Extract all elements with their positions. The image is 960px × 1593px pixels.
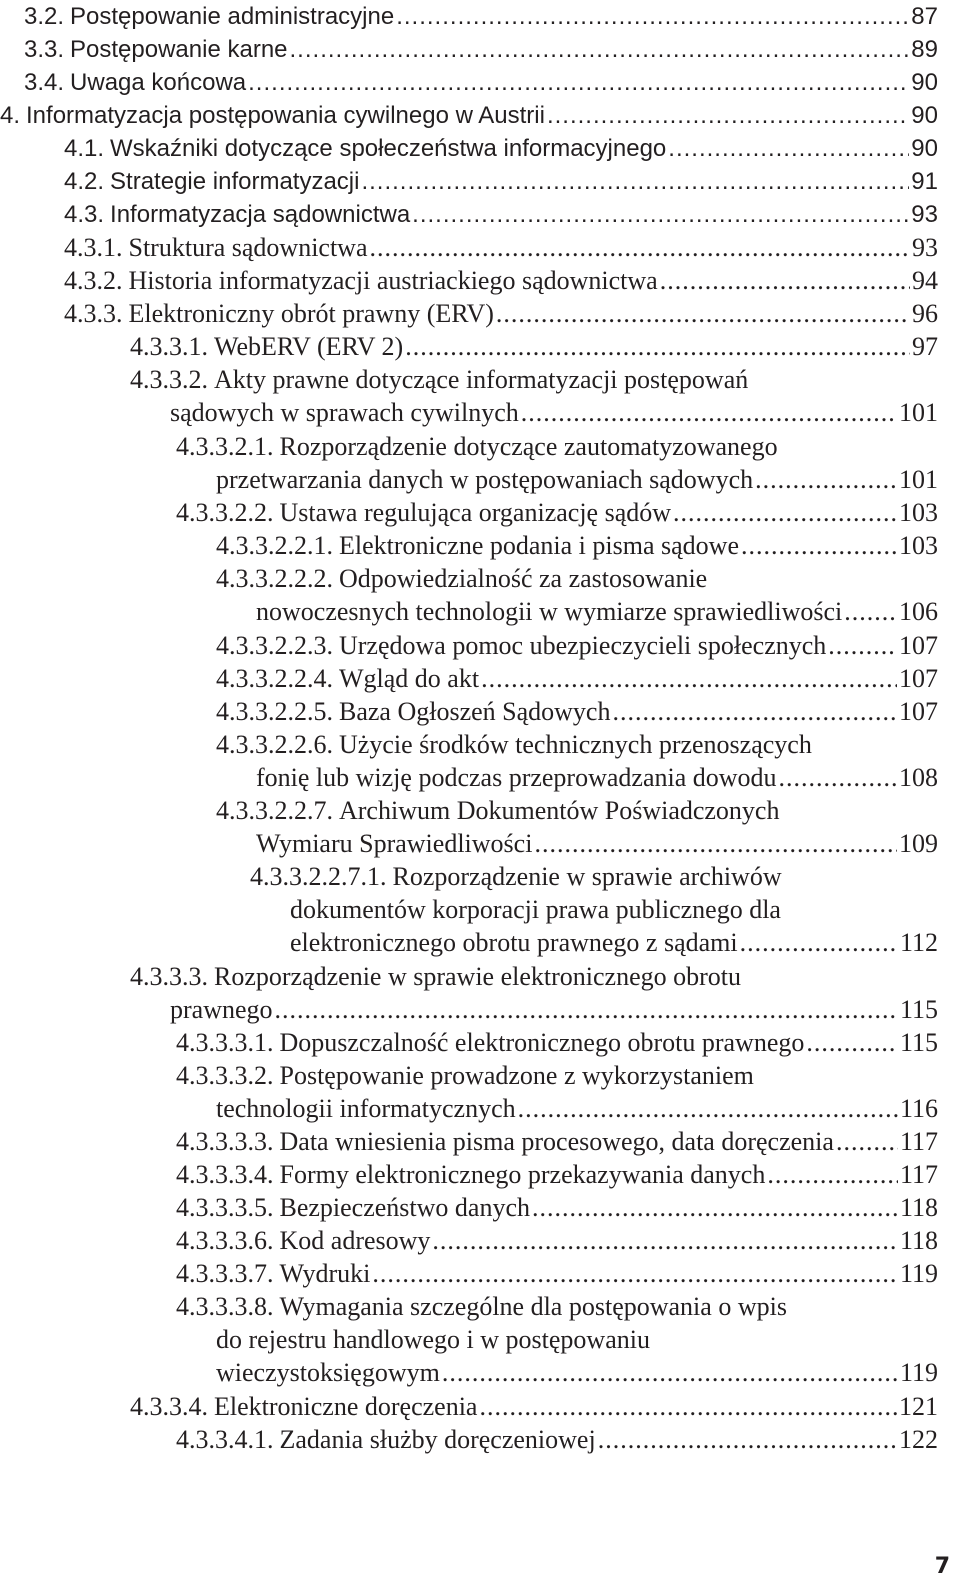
toc-line xyxy=(64,264,938,297)
toc-line xyxy=(24,0,938,33)
dot-leader xyxy=(836,1125,898,1158)
toc-page-number: 108 xyxy=(899,763,938,792)
toc-number: 4.3.3.3.5. xyxy=(176,1193,274,1222)
dot-leader xyxy=(532,1191,898,1224)
dot-leader xyxy=(479,1390,897,1423)
toc-page-number: 101 xyxy=(899,398,938,427)
toc-line xyxy=(250,926,938,959)
dot-leader xyxy=(755,463,897,496)
toc-page-number: 90 xyxy=(911,102,938,129)
toc-entry xyxy=(64,231,938,264)
toc-line xyxy=(64,231,938,264)
toc-entry xyxy=(216,562,938,628)
toc-entry xyxy=(24,33,938,66)
toc-number: 4.3.3.2.2.6. xyxy=(216,730,333,759)
toc-line xyxy=(176,1257,938,1290)
toc-line xyxy=(216,562,938,595)
toc-page-number: 119 xyxy=(899,1358,938,1387)
toc-page-number: 118 xyxy=(899,1193,938,1222)
toc-title: Zadania służby doręczeniowej xyxy=(279,1425,596,1454)
toc-number: 4.3.3.3.3. xyxy=(176,1127,274,1156)
toc-title: nowoczesnych technologii w wymiarze sprawiedliwości xyxy=(256,597,843,626)
toc-title: Postępowanie karne xyxy=(70,36,288,63)
toc-title: Użycie środków technicznych przenoszących xyxy=(339,730,812,759)
toc-number: 4.3.3.3.4. xyxy=(176,1160,274,1189)
toc-number: 4.3.3.3.1. xyxy=(176,1028,274,1057)
toc-page-number: 122 xyxy=(899,1425,938,1454)
toc-line xyxy=(216,695,938,728)
toc-title: Data wniesienia pisma procesowego, data doręczenia xyxy=(279,1127,834,1156)
toc-page-number: 91 xyxy=(911,168,938,195)
toc-page-number: 94 xyxy=(912,266,938,295)
dot-leader xyxy=(598,1423,897,1456)
toc-number: 4.3.3. xyxy=(64,299,123,328)
toc-number: 3.3. xyxy=(24,36,65,63)
toc-entry xyxy=(176,1257,938,1290)
toc-title: Rozporządzenie w sprawie elektronicznego obrotu xyxy=(214,962,742,991)
toc-line xyxy=(64,297,938,330)
dot-leader xyxy=(612,695,897,728)
toc-number: 3.2. xyxy=(24,3,65,30)
toc-page-number: 93 xyxy=(911,201,938,228)
toc-page-number: 107 xyxy=(899,697,938,726)
toc-page-number: 90 xyxy=(911,135,938,162)
toc-title: Archiwum Dokumentów Poświadczonych xyxy=(339,796,780,825)
toc-title: Informatyzacja sądownictwa xyxy=(110,201,411,228)
dot-leader xyxy=(767,1158,898,1191)
toc-line xyxy=(216,827,938,860)
toc-page-number: 117 xyxy=(899,1160,938,1189)
toc-number: 4.3.3.3. xyxy=(130,962,208,991)
toc-line xyxy=(176,1290,938,1323)
toc-number: 4.3.2. xyxy=(64,266,123,295)
toc-entry xyxy=(216,629,938,662)
dot-leader xyxy=(275,993,898,1026)
toc-line xyxy=(216,761,938,794)
toc-entry xyxy=(176,1191,938,1224)
toc-entry xyxy=(176,1026,938,1059)
toc-line xyxy=(176,1323,938,1356)
toc-title: Odpowiedzialność za zastosowanie xyxy=(339,564,708,593)
toc-entry xyxy=(176,1059,938,1125)
toc-entry xyxy=(216,794,938,860)
toc-title: Akty prawne dotyczące informatyzacji postępowań xyxy=(214,365,749,394)
dot-leader xyxy=(660,264,910,297)
toc-line xyxy=(216,529,938,562)
toc-entry xyxy=(64,132,938,165)
toc-line xyxy=(64,132,938,165)
toc-page-number: 107 xyxy=(899,631,938,660)
toc-line xyxy=(176,1158,938,1191)
dot-leader xyxy=(547,99,909,132)
toc-number: 4.3.3.2.2.2. xyxy=(216,564,333,593)
toc-number: 4.3.3.3.7. xyxy=(176,1259,274,1288)
toc-title: Wskaźniki dotyczące społeczeństwa informacyjnego xyxy=(110,135,667,162)
dot-leader xyxy=(673,496,897,529)
dot-leader xyxy=(361,165,909,198)
dot-leader xyxy=(518,1092,898,1125)
toc-page-number: 119 xyxy=(899,1259,938,1288)
toc-entry xyxy=(0,99,938,132)
toc-title: Wymagania szczególne dla postępowania o wpis xyxy=(279,1292,787,1321)
toc-title: Formy elektronicznego przekazywania danych xyxy=(279,1160,766,1189)
toc-line xyxy=(216,728,938,761)
toc-entry xyxy=(176,496,938,529)
dot-leader xyxy=(290,33,910,66)
toc-line xyxy=(64,165,938,198)
toc-line xyxy=(24,66,938,99)
toc-number: 4. xyxy=(0,102,21,129)
toc-number: 4.3.3.1. xyxy=(130,332,208,361)
dot-leader xyxy=(496,297,910,330)
toc-line xyxy=(216,794,938,827)
toc-page-number: 115 xyxy=(899,995,938,1024)
toc-page-number: 115 xyxy=(899,1028,938,1057)
dot-leader xyxy=(741,529,897,562)
toc-line xyxy=(64,198,938,231)
toc-title: Dopuszczalność elektronicznego obrotu prawnego xyxy=(279,1028,805,1057)
toc-number: 4.3.3.3.6. xyxy=(176,1226,274,1255)
toc-entry xyxy=(64,165,938,198)
toc-page-number: 106 xyxy=(899,597,938,626)
toc-page-number: 103 xyxy=(899,498,938,527)
page-number: 7 xyxy=(934,1554,950,1579)
toc-page-number: 97 xyxy=(912,332,938,361)
toc-title: prawnego xyxy=(170,995,273,1024)
toc-line xyxy=(216,662,938,695)
toc-number: 4.3.3.2. xyxy=(130,365,208,394)
toc-number: 4.3.3.2.2.7.1. xyxy=(250,862,387,891)
dot-leader xyxy=(534,827,897,860)
toc-entry xyxy=(64,297,938,330)
toc-title: Postępowanie administracyjne xyxy=(70,3,395,30)
dot-leader xyxy=(432,1224,898,1257)
toc-title: Baza Ogłoszeń Sądowych xyxy=(339,697,611,726)
toc-line xyxy=(130,396,938,429)
toc-line xyxy=(176,1224,938,1257)
dot-leader xyxy=(248,66,909,99)
toc-title: Ustawa regulująca organizację sądów xyxy=(279,498,672,527)
toc-page-number: 117 xyxy=(899,1127,938,1156)
toc-number: 4.3.3.2.2.3. xyxy=(216,631,333,660)
toc-page-number: 87 xyxy=(911,3,938,30)
dot-leader xyxy=(844,595,897,628)
toc-number: 4.3.3.4.1. xyxy=(176,1425,274,1454)
dot-leader xyxy=(372,1257,898,1290)
toc-title: elektronicznego obrotu prawnego z sądami xyxy=(290,928,738,957)
toc-page-number: 89 xyxy=(911,36,938,63)
dot-leader xyxy=(405,330,910,363)
toc-number: 4.3.3.2.2.1. xyxy=(216,531,333,560)
toc-title: WebERV (ERV 2) xyxy=(214,332,404,361)
toc-title: sądowych w sprawach cywilnych xyxy=(170,398,519,427)
dot-leader xyxy=(668,132,909,165)
toc-entry xyxy=(130,960,938,1026)
toc-number: 4.2. xyxy=(64,168,105,195)
toc-line xyxy=(24,33,938,66)
dot-leader xyxy=(828,629,897,662)
toc-title: Wymiaru Sprawiedliwości xyxy=(256,829,533,858)
toc-entry xyxy=(216,695,938,728)
toc-line xyxy=(176,1125,938,1158)
toc-title: Wgląd do akt xyxy=(339,664,480,693)
toc-title: Strategie informatyzacji xyxy=(110,168,360,195)
dot-leader xyxy=(370,231,910,264)
dot-leader xyxy=(521,396,897,429)
toc-page-number: 103 xyxy=(899,531,938,560)
toc-line xyxy=(130,960,938,993)
toc-number: 4.3.3.2.2.4. xyxy=(216,664,333,693)
toc-page-number: 90 xyxy=(911,69,938,96)
toc-entry xyxy=(216,662,938,695)
toc-title: Elektroniczny obrót prawny (ERV) xyxy=(128,299,494,328)
toc-line xyxy=(176,463,938,496)
toc-title: dokumentów korporacji prawa publicznego dla xyxy=(290,895,781,924)
toc-title: przetwarzania danych w postępowaniach sądowych xyxy=(216,465,754,494)
toc-title: fonię lub wizję podczas przeprowadzania dowodu xyxy=(256,763,777,792)
toc-title: Postępowanie prowadzone z wykorzystaniem xyxy=(279,1061,754,1090)
toc-title: wieczystoksięgowym xyxy=(216,1358,440,1387)
toc-title: Kod adresowy xyxy=(279,1226,431,1255)
toc-page-number: 96 xyxy=(912,299,938,328)
toc-entry xyxy=(216,529,938,562)
toc-title: Struktura sądownictwa xyxy=(128,233,368,262)
toc-page-number: 112 xyxy=(899,928,938,957)
toc-line xyxy=(130,363,938,396)
toc-entry xyxy=(176,1125,938,1158)
toc-title: Historia informatyzacji austriackiego sądownictwa xyxy=(128,266,658,295)
toc-title: Elektroniczne podania i pisma sądowe xyxy=(339,531,739,560)
toc-title: technologii informatycznych xyxy=(216,1094,516,1123)
toc-line xyxy=(176,430,938,463)
dot-leader xyxy=(412,198,909,231)
toc-entry xyxy=(176,430,938,496)
toc-page-number: 116 xyxy=(899,1094,938,1123)
toc-number: 3.4. xyxy=(24,69,65,96)
toc-title: Elektroniczne doręczenia xyxy=(214,1392,478,1421)
toc-line xyxy=(216,629,938,662)
toc-entry xyxy=(176,1158,938,1191)
toc-line xyxy=(176,1423,938,1456)
toc-page-number: 121 xyxy=(899,1392,938,1421)
toc-page-number: 109 xyxy=(899,829,938,858)
toc-number: 4.3.3.2.2.7. xyxy=(216,796,333,825)
toc-number: 4.3.3.3.8. xyxy=(176,1292,274,1321)
toc-line xyxy=(250,893,938,926)
toc-entry xyxy=(176,1423,938,1456)
toc-number: 4.3. xyxy=(64,201,105,228)
toc-title: Informatyzacja postępowania cywilnego w Austrii xyxy=(26,102,545,129)
toc-line xyxy=(250,860,938,893)
toc-page-number: 101 xyxy=(899,465,938,494)
dot-leader xyxy=(740,926,898,959)
toc-title: Urzędowa pomoc ubezpieczycieli społecznych xyxy=(339,631,827,660)
toc-line xyxy=(176,1026,938,1059)
toc-line xyxy=(130,993,938,1026)
toc-entry xyxy=(130,1390,938,1423)
toc-entry xyxy=(130,363,938,429)
dot-leader xyxy=(806,1026,898,1059)
toc-number: 4.3.3.2.1. xyxy=(176,432,274,461)
toc-entry xyxy=(64,198,938,231)
dot-leader xyxy=(779,761,897,794)
toc-entry xyxy=(176,1290,938,1389)
toc-entry xyxy=(130,330,938,363)
toc-entry xyxy=(216,728,938,794)
toc-line xyxy=(0,99,938,132)
toc-title: Bezpieczeństwo danych xyxy=(279,1193,531,1222)
toc-number: 4.3.3.3.2. xyxy=(176,1061,274,1090)
toc-number: 4.3.3.4. xyxy=(130,1392,208,1421)
toc-entry xyxy=(24,66,938,99)
toc-page-number: 107 xyxy=(899,664,938,693)
toc-line xyxy=(176,1059,938,1092)
toc-title: Rozporządzenie dotyczące zautomatyzowanego xyxy=(279,432,778,461)
toc-number: 4.3.3.2.2. xyxy=(176,498,274,527)
toc-title: do rejestru handlowego i w postępowaniu xyxy=(216,1325,650,1354)
toc-number: 4.3.1. xyxy=(64,233,123,262)
toc-title: Uwaga końcowa xyxy=(70,69,247,96)
toc-title: Rozporządzenie w sprawie archiwów xyxy=(392,862,782,891)
dot-leader xyxy=(396,0,909,33)
toc-line xyxy=(130,1390,938,1423)
toc-entry xyxy=(250,860,938,959)
toc-page-number: 93 xyxy=(912,233,938,262)
toc-line xyxy=(176,1356,938,1389)
toc-number: 4.1. xyxy=(64,135,105,162)
dot-leader xyxy=(442,1356,898,1389)
toc-line xyxy=(216,595,938,628)
toc-line xyxy=(176,1092,938,1125)
toc-entry xyxy=(24,0,938,33)
toc-page-number: 118 xyxy=(899,1226,938,1255)
toc-line xyxy=(176,1191,938,1224)
toc-number: 4.3.3.2.2.5. xyxy=(216,697,333,726)
toc-title: Wydruki xyxy=(279,1259,371,1288)
toc-entry xyxy=(64,264,938,297)
dot-leader xyxy=(481,662,897,695)
toc-line xyxy=(176,496,938,529)
toc-entry xyxy=(176,1224,938,1257)
toc-line xyxy=(130,330,938,363)
